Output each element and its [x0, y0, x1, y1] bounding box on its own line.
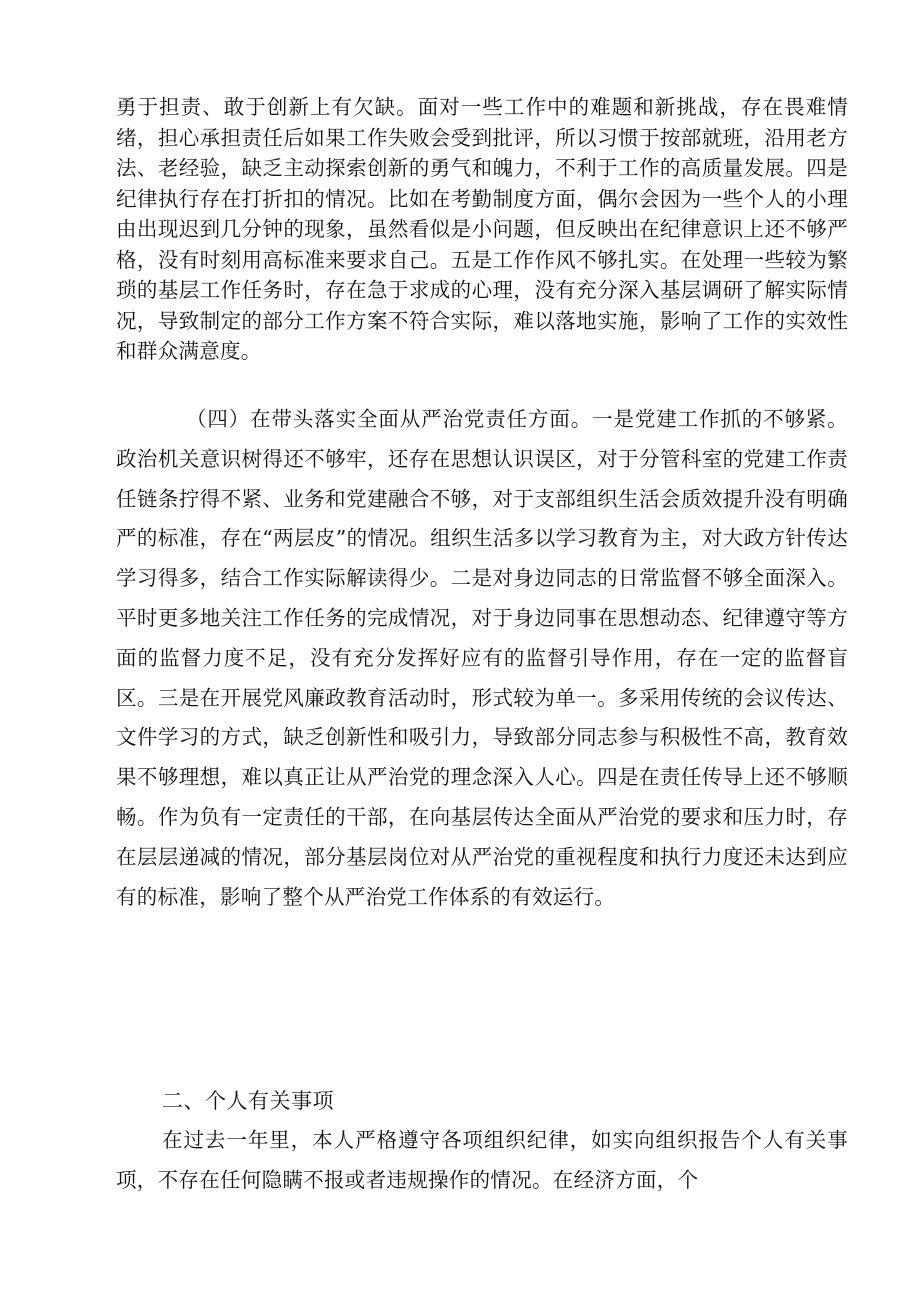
- paragraph-personal-matters: 在过去一年里，本人严格遵守各项组织纪律，如实向组织报告个人有关事项，不存在任何隐瞒不报或者违规操作的情况。在经济方面，个: [116, 1128, 848, 1192]
- paragraph-section-4: （四）在带头落实全面从严治党责任方面。一是党建工作抓的不够紧。政治机关意识树得还不够牢，还存在思想认识误区，对于分管科室的党建工作责任链条拧得不紧、业务和党建融合不够，对于支部组织生活会质效提升没有明确严的标准，存在“两层皮”的情况。组织生活多以学习教育为主，对大政方针传达学习得多，结合工作实际解读得少。二是对身边同志的日常监督不够全面深入。平时更多地关注工作任务的完成情况，对于身边同事在思想动态、纪律遵守等方面的监督力度不足，没有充分发挥好应有的监督引导作用，存在一定的监督盲区。三是在开展党风廉政教育活动时，形式较为单一。多采用传统的会议传达、文件学习的方式，缺乏创新性和吸引力，导致部分同志参与积极性不高，教育效果不够理想，难以真正让从严治党的理念深入人心。四是在责任传导上还不够顺畅。作为负有一定责任的干部，在向基层传达全面从严治党的要求和压力时，存在层层递减的情况，部分基层岗位对从严治党的重视程度和执行力度还未达到应有的标准，影响了整个从严治党工作体系的有效运行。: [116, 407, 848, 909]
- paragraph-continued: 勇于担责、敢于创新上有欠缺。面对一些工作中的难题和新挑战，存在畏难情绪，担心承担责任后如果工作失败会受到批评，所以习惯于按部就班，沿用老方法、老经验，缺乏主动探索创新的勇气和魄力，不利于工作的高质量发展。四是纪律执行存在打折扣的情况。比如在考勤制度方面，偶尔会因为一些个人的小理由出现迟到几分钟的现象，虽然看似是小问题，但反映出在纪律意识上还不够严格，没有时刻用高标准来要求自己。五是工作作风不够扎实。在处理一些较为繁琐的基层工作任务时，存在急于求成的心理，没有充分深入基层调研了解实际情况，导致制定的部分工作方案不符合实际，难以落地实施，影响了工作的实效性和群众满意度。: [116, 95, 848, 363]
- section-heading-personal-matters: 二、个人有关事项: [162, 1089, 334, 1113]
